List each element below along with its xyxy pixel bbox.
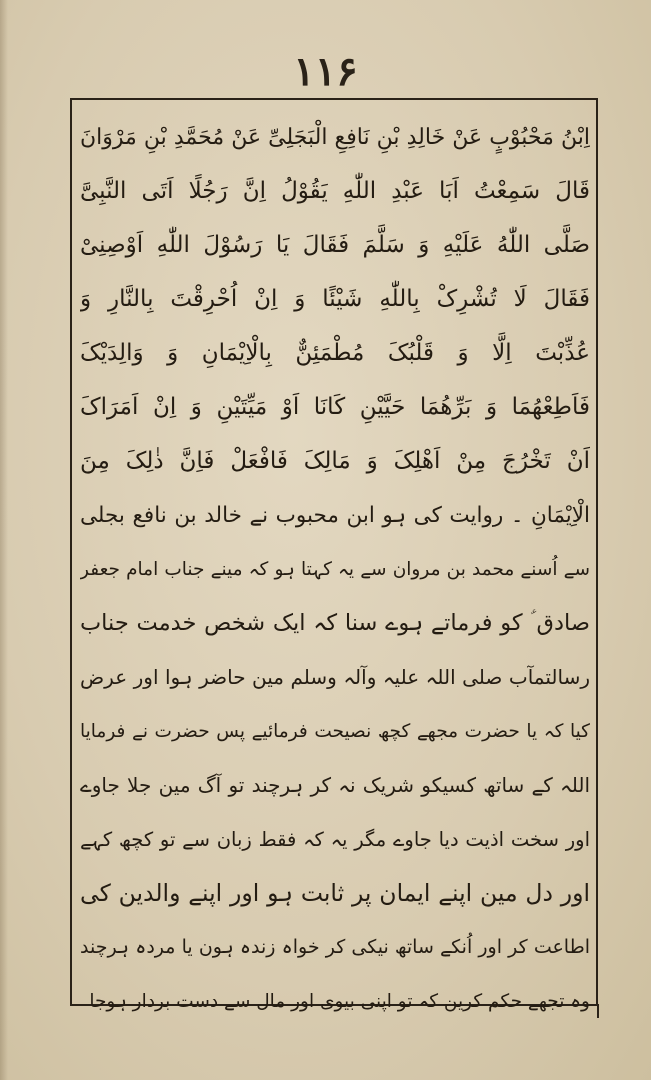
text-line: اللہ کے ساتھ کسیکو شریک نہ کر ہرچند تو آگ مین جلا جاوے — [80, 773, 590, 797]
text-line: صادق ؑ کو فرماتے ہوے سنا کہ ایک شخص خدمت جناب — [80, 610, 590, 636]
text-line: رسالتمآب صلی اللہ علیہ وآلہ وسلم مین حاضر ہوا اور عرض — [80, 665, 590, 689]
text-body — [80, 110, 590, 1028]
text-line: اِبْنُ مَحْبُوْبٍ عَنْ خَالِدِ بْنِ نَافِعِ الْبَجَلِیِّ عَنْ مُحَمَّدِ بْنِ مَرْوَانَ — [80, 124, 590, 150]
text-line: اور دل مین اپنے ایمان پر ثابت ہو اور اپنے والدین کی — [80, 879, 590, 907]
page-number: ۱۱۶ — [293, 48, 358, 95]
text-line: اور سخت اذیت دیا جاوے مگر یہ کہ فقط زبان سے تو کچھ کہے — [80, 827, 590, 851]
frame-corner-mark — [597, 1004, 599, 1018]
text-line: سے اُسنے محمد بن مروان سے یہ کہتا ہو کہ مینے جناب امام جعفر — [80, 558, 590, 580]
text-line: اطاعت کر اور اُنکے ساتھ نیکی کر خواہ زندہ ہون یا مردہ ہرچند — [80, 936, 590, 958]
text-line: قَالَ سَمِعْتُ اَبَا عَبْدِ اللّٰهِ یَقُوْلُ اِنَّ رَجُلًا اَتَی النَّبِیَّ — [80, 178, 590, 204]
text-line: الْاِیْمَانِ ۔ روایت کی ہو ابن محبوب نے خالد بن نافع بجلی — [80, 502, 590, 528]
text-line: اَنْ تَخْرُجَ مِنْ اَهْلِکَ وَ مَالِکَ فَافْعَلْ فَاِنَّ ذٰلِکَ مِنَ — [80, 448, 590, 474]
text-line: وہ تجھے حکم کرین کہ تو اپنی بیوی اور مال سے دست بردار ہوجا — [89, 990, 590, 1012]
text-line: فَاَطِعْهُمَا وَ بَرِّهُمَا حَیَّیْنِ کَانَا اَوْ مَیِّتَیْنِ وَ اِنْ اَمَرَاکَ — [80, 394, 590, 420]
text-line: فَقَالَ لَا تُشْرِکْ بِاللّٰهِ شَیْئًا وَ اِنْ اُحْرِقْتَ بِالنَّارِ وَ — [80, 286, 590, 312]
text-line: کیا کہ یا حضرت مجھے کچھ نصیحت فرمائیے پس حضرت نے فرمایا — [80, 720, 590, 742]
page-edge-shadow — [0, 0, 8, 1080]
text-line: صَلَّی اللّٰهُ عَلَیْهِ وَ سَلَّمَ فَقَالَ یَا رَسُوْلَ اللّٰهِ اَوْصِنِیْ — [80, 232, 590, 258]
text-line: عُذِّبْتَ اِلَّا وَ قَلْبُکَ مُطْمَئِنٌّ بِالْاِیْمَانِ وَ وَالِدَیْکَ — [80, 340, 590, 366]
